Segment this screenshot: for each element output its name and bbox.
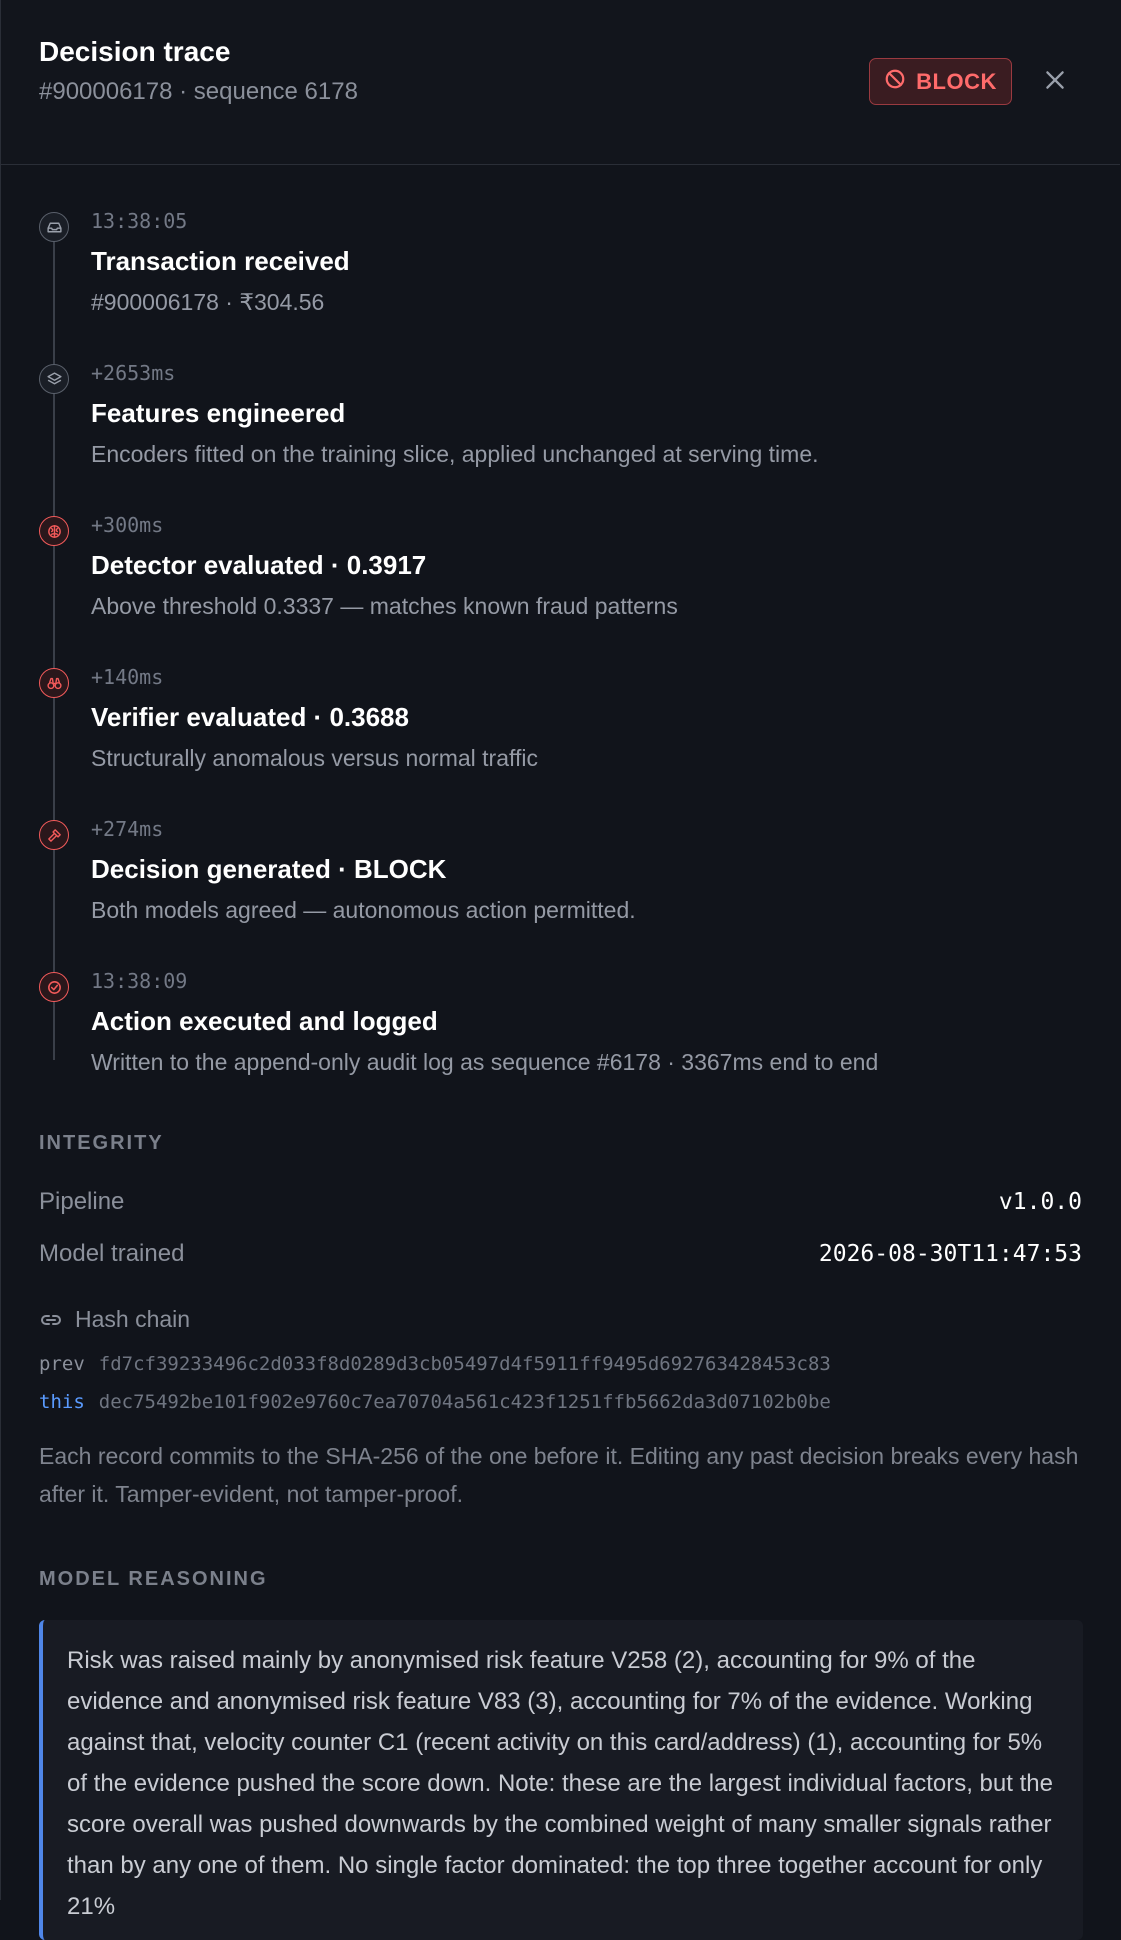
step-title: Action executed and logged	[91, 1006, 438, 1036]
close-button[interactable]	[1039, 64, 1071, 96]
timeline-step	[1, 356, 1121, 508]
prev-hash-value[interactable]: fd7cf39233496c2d033f8d0289d3cb05497d4f5911ff9495d692763428453c83	[98, 1353, 831, 1375]
gavel-icon	[39, 820, 69, 850]
this-hash-tag: this	[39, 1391, 85, 1413]
panel-header	[1, 0, 1120, 165]
step-time: 13:38:09	[91, 969, 188, 993]
timeline-step	[1, 964, 1121, 1116]
step-description: Above threshold 0.3337 — matches known fraud patterns	[91, 593, 678, 619]
integrity-note: Each record commits to the SHA-256 of the one before it. Editing any past decision breaks every hash after it. Tamper-evident, not tamper-proof.	[39, 1443, 1079, 1507]
reasoning-text: Risk was raised mainly by anonymised risk feature V258 (2), accounting for 9% of the evidence and anonymised risk feature V83 (3), accounting for 7% of the evidence. Working against that, velocity counter C1 (recent activity on this card/address) (1), accounting for 5% of the evidence pushed the score down. Note: these are the largest individual factors, but the score overall was pushed downwards by the combined weight of many smaller signals rather than by any one of them. No single factor dominated: the top three together account for only 21%	[67, 1647, 1053, 1920]
this-hash-row	[39, 1391, 831, 1413]
prev-hash-tag: prev	[39, 1353, 85, 1375]
step-title: Decision generated · BLOCK	[91, 854, 447, 884]
timeline-step	[1, 660, 1121, 812]
step-description: Encoders fitted on the training slice, applied unchanged at serving time.	[91, 441, 819, 467]
layers-icon	[39, 364, 69, 394]
step-description: Both models agreed — autonomous action permitted.	[91, 897, 636, 923]
step-title: Verifier evaluated · 0.3688	[91, 702, 409, 732]
step-description: Structurally anomalous versus normal traffic	[91, 745, 538, 771]
link-icon	[39, 1308, 63, 1332]
step-time: 13:38:05	[91, 209, 188, 233]
ban-icon	[884, 68, 906, 96]
integrity-section-label: INTEGRITY	[39, 1132, 164, 1154]
model-trained-label: Model trained	[39, 1240, 185, 1267]
step-title: Detector evaluated · 0.3917	[91, 550, 427, 580]
timeline-step	[1, 508, 1121, 660]
binoculars-icon	[39, 668, 69, 698]
page-title: Decision trace	[39, 36, 231, 67]
step-time: +2653ms	[91, 361, 176, 385]
inbox-icon	[39, 212, 69, 242]
step-time: +300ms	[91, 513, 164, 537]
step-time: +140ms	[91, 665, 164, 689]
brain-icon	[39, 516, 69, 546]
pipeline-label: Pipeline	[39, 1188, 125, 1215]
pipeline-version: v1.0.0	[998, 1189, 1082, 1215]
check-circle-icon	[39, 972, 69, 1002]
model-trained-value: 2026-08-30T11:47:53	[818, 1241, 1082, 1267]
step-description: Written to the append-only audit log as sequence #6178 · 3367ms end to end	[91, 1049, 879, 1075]
close-icon	[1042, 67, 1068, 93]
timeline-step	[1, 812, 1121, 964]
step-description: #900006178 · ₹304.56	[91, 289, 325, 315]
timeline-step	[1, 204, 1121, 356]
hash-chain-title: Hash chain	[75, 1306, 191, 1332]
prev-hash-row	[39, 1353, 831, 1375]
this-hash-value[interactable]: dec75492be101f902e9760c7ea70704a561c423f1251ffb5662da3d07102b0be	[98, 1391, 831, 1413]
step-title: Features engineered	[91, 398, 346, 428]
hash-chain-heading	[39, 1306, 190, 1333]
reasoning-section-label: MODEL REASONING	[39, 1568, 268, 1590]
status-badge-label: BLOCK	[916, 68, 997, 94]
step-title: Transaction received	[91, 246, 350, 276]
reasoning-box	[39, 1620, 1083, 1940]
page-subtitle: #900006178 · sequence 6178	[39, 78, 358, 105]
status-badge	[869, 58, 1012, 105]
step-time: +274ms	[91, 817, 164, 841]
